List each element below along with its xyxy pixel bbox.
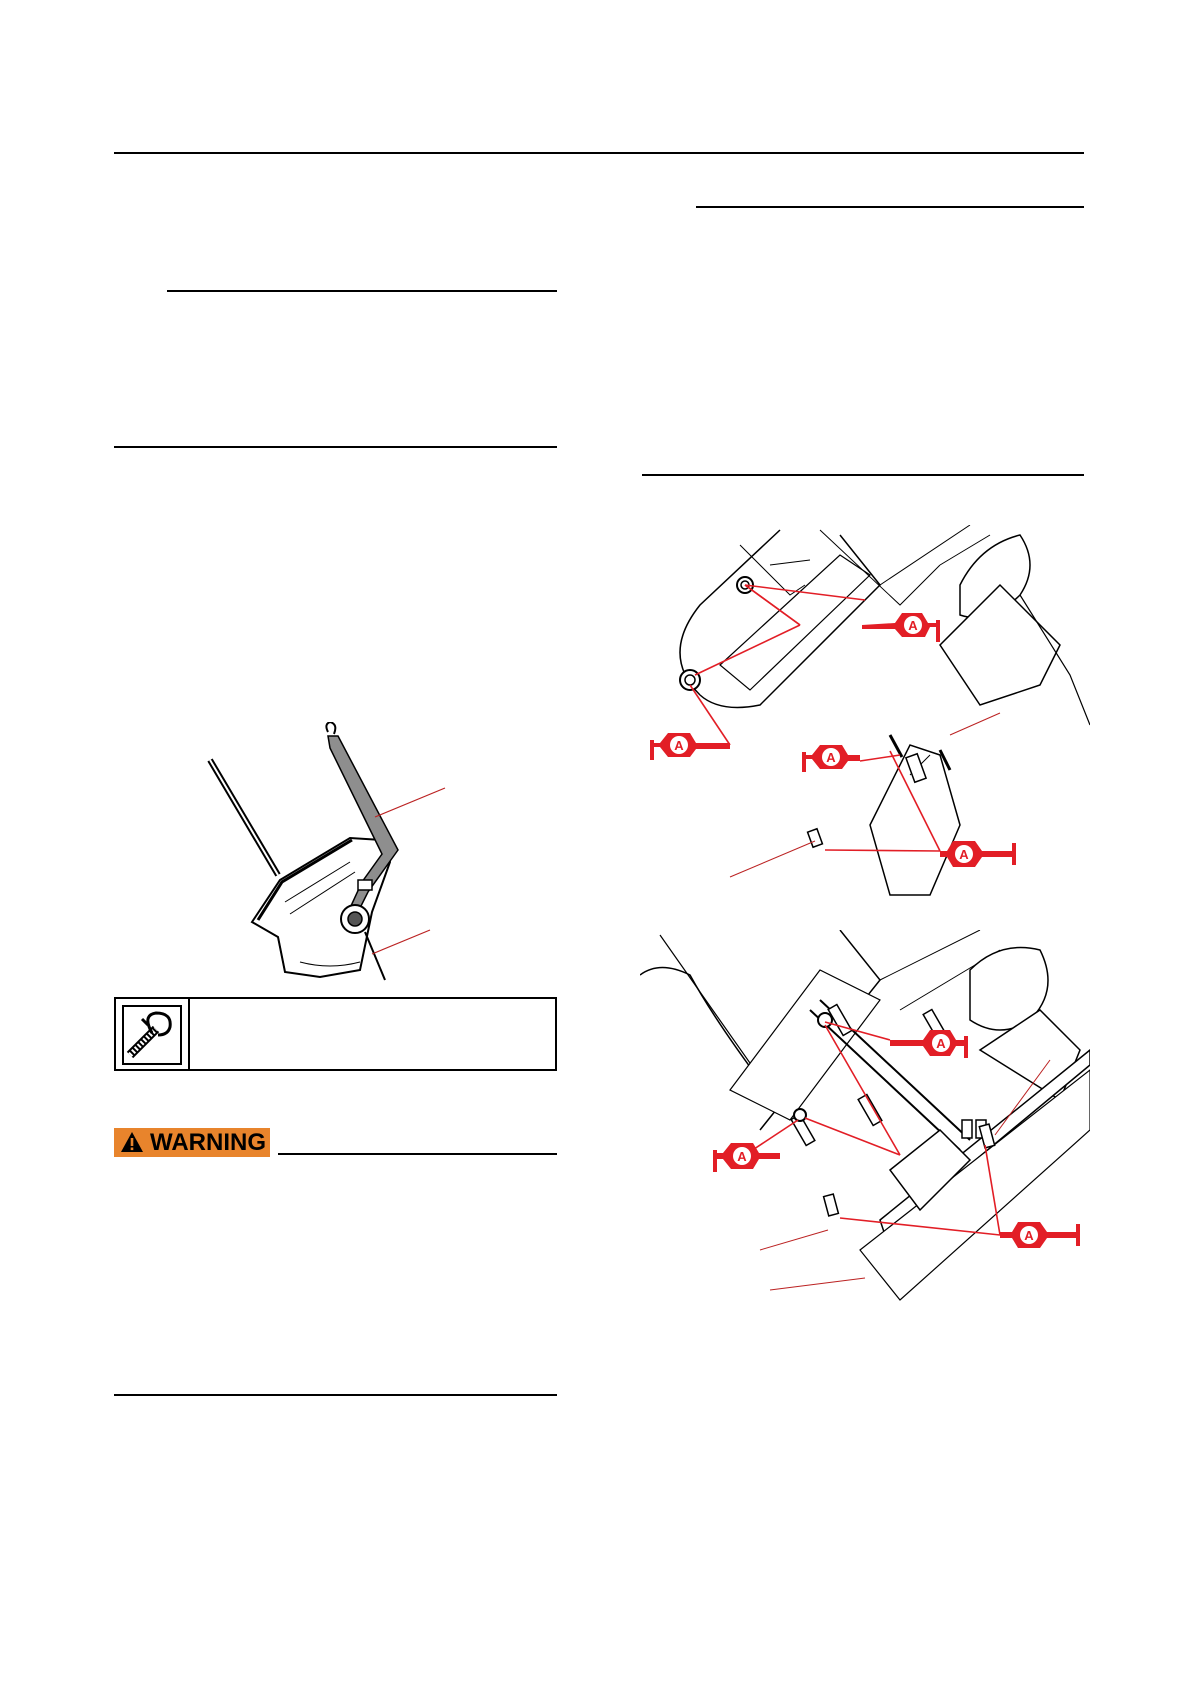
warning-badge — [114, 1128, 270, 1157]
warning-label: WARNING — [150, 1129, 266, 1156]
grease-gun-icon — [650, 733, 730, 760]
warning-triangle-icon — [120, 1131, 144, 1153]
lubrication-diagram-upper — [640, 525, 1090, 905]
warning-rule — [278, 1153, 557, 1155]
svg-text:A: A — [737, 1149, 747, 1164]
grease-gun-icon — [862, 613, 940, 642]
grease-gun-icon — [713, 1143, 780, 1172]
svg-text:A: A — [908, 618, 918, 633]
left-section-rule-3 — [114, 1394, 557, 1396]
svg-text:A: A — [936, 1036, 946, 1051]
header-rule — [114, 152, 1084, 154]
left-heading-rule-1 — [167, 290, 557, 292]
svg-text:A: A — [959, 847, 969, 862]
svg-text:A: A — [826, 750, 836, 765]
lower-unit-holder-tool-icon — [122, 1005, 182, 1065]
right-section-rule-2 — [642, 474, 1084, 476]
grease-gun-icon — [890, 1030, 968, 1058]
grease-gun-icon — [940, 841, 1016, 867]
grease-gun-icon — [802, 745, 860, 772]
svg-text:A: A — [674, 738, 684, 753]
lower-unit-illustration — [200, 722, 450, 987]
lubrication-diagram-lower — [640, 930, 1090, 1305]
svg-text:A: A — [1024, 1228, 1034, 1243]
right-heading-rule-1 — [696, 206, 1084, 208]
special-tool-box — [114, 997, 557, 1071]
grease-gun-icon — [1000, 1222, 1080, 1248]
tool-box-divider — [188, 999, 190, 1069]
left-section-rule-2 — [114, 446, 557, 448]
